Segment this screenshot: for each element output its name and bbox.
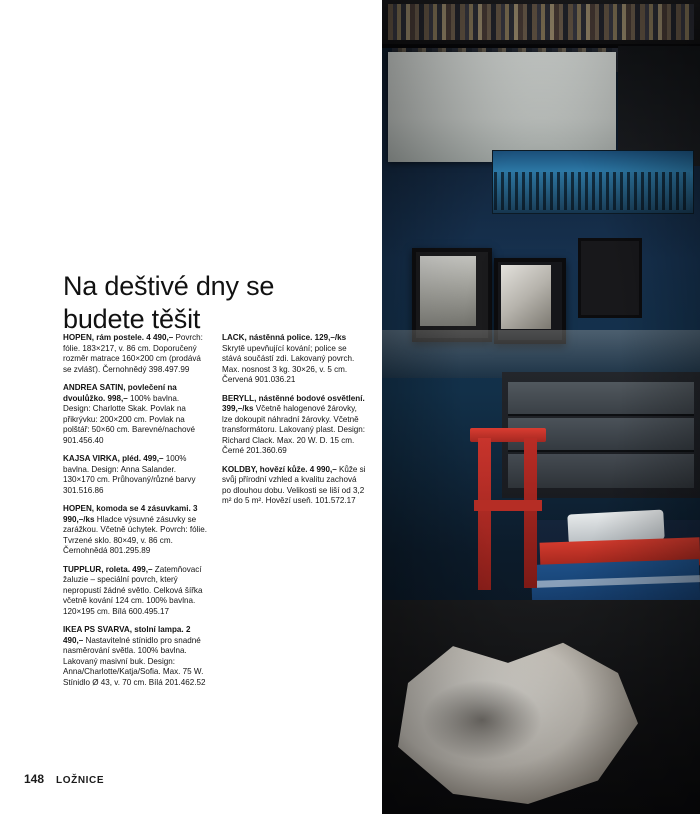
product-entry [63,625,208,688]
product-price: 4 490,– [146,333,174,342]
product-entry [222,465,367,507]
product-description: Hladce výsuvné zásuvky se zarážkou. Včetně úchytek. Povrch: fólie. Tvrzené sklo. 80×49, v. 86 cm. Černohnědá 801.295.89 [63,514,207,556]
product-description: 100% bavlna. Design: Charlotte Skak. Povlak na přikrývku: 200×200 cm. Povlak na polštář: 50×60 cm. Barevné/nachové 901.456.40 [63,393,196,445]
page-title: Na deštivé dny se budete těšit [63,271,275,335]
photo-vignette [382,0,700,814]
product-name: BERYLL, nástěnné bodové osvětlení. [222,393,365,403]
product-description: Kůže si svůj přírodní vzhled a kvalitu zachová po dlouhou dobu. Velikosti se liší od 3,2 m² do 5 m². Hovězí useň. 101.572.17 [222,464,366,506]
product-price: 998,– [107,393,128,403]
product-description: Nastavitelné stínidlo pro snadné nasměrování světla. 100% bavlna. Lakovaný masivní buk. Design: Anna/Charlotte/Katja/Sofia. Max. 75 W. Stínidlo Ø 43, v. 70 cm. Bílá 201.462.52 [63,635,206,687]
product-name: HOPEN, rám postele. [63,333,144,342]
product-price: 499,– [143,454,164,464]
section-label: LOŽNICE [56,775,105,786]
product-description: Skrytě upevňující kování; police se stává součástí zdi. Lakovaný povrch. Max. nosnost 3 kg. 30×26, v. 5 cm. Červená 901.036.21 [222,343,355,385]
product-name: IKEA PS SVARVA, stolní lampa. [63,625,184,635]
product-name: HOPEN, komoda se 4 zásuvkami. [63,504,191,514]
product-price: 399,–/ks [222,404,254,414]
product-name: KAJSA VIRKA, pléd. [63,454,141,464]
page-number: 148 [24,772,45,786]
page-footer [24,772,104,786]
product-name: TUPPLUR, roleta. [63,564,131,574]
product-price: 499,– [132,564,153,574]
product-entry [63,333,208,375]
product-price: 4 990,– [309,464,337,474]
product-entry [222,333,367,386]
product-column-left [63,333,208,696]
product-price: 129,–/ks [314,333,347,342]
product-name: ANDREA SATIN, povlečení na dvoulůžko. [63,383,177,403]
product-entry [63,565,208,618]
product-price: 2 490,– [63,625,191,645]
product-text-columns [63,333,368,696]
product-entry [63,383,208,446]
product-column-right [222,333,367,696]
product-entry [222,394,367,457]
product-name: LACK, nástěnná police. [222,333,313,342]
product-entry [63,504,208,557]
product-description: 100% bavlna. Design: Anna Salander. 130×170 cm. Průhovaný/různé barvy 301.516.86 [63,454,196,495]
product-price: 3 990,–/ks [63,504,198,524]
product-entry [63,454,208,496]
product-description: Povrch: fólie. 183×217, v. 86 cm. Doporučený rozměr matrace 160×200 cm (prodává se zvlášť). Černohnědý 398.497.99 [63,333,203,374]
product-description: Zatemňovací žaluzie – speciální povrch, který nepropustí žádné světlo. Celková šířka včetně kování 124 cm. 100% bavlna. 120×195 cm. Bílá 600.495.17 [63,564,203,616]
product-description: Včetně halogenové žárovky, lze dokoupit náhradní žárovky. Včetně transformátoru. Lakovaný plast. Design: Richard Clack. Max. 20 W. D. 15 cm. Černé 201.360.69 [222,404,366,456]
bedroom-photograph [382,0,700,814]
product-name: KOLDBY, hovězí kůže. [222,464,308,474]
